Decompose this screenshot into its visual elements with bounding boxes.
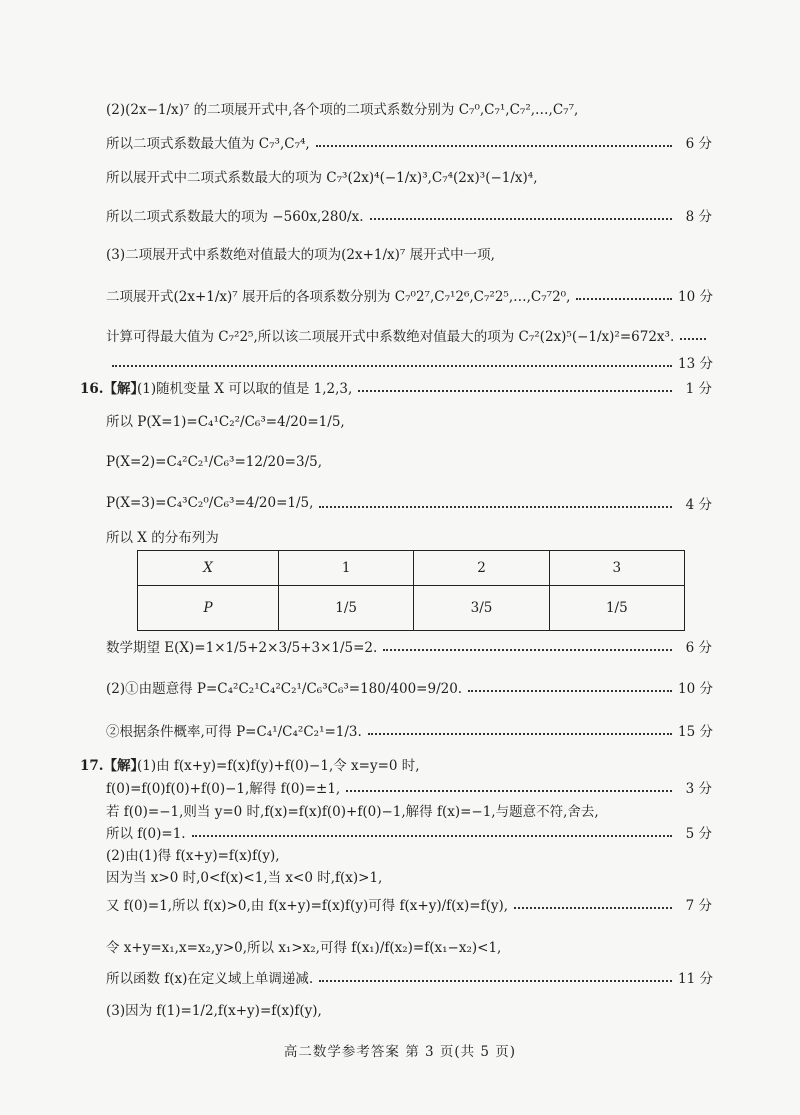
table-cell: 3 xyxy=(549,551,684,586)
score-label: 3 分 xyxy=(685,781,712,797)
solution-line xyxy=(106,842,712,866)
line-text: 又 f(0)=1,所以 f(x)>0,由 f(x+y)=f(x)f(y)可得 f(x+y)/f(x)=f(y), xyxy=(106,898,509,914)
solution-line xyxy=(106,164,712,188)
solution-line xyxy=(106,892,712,916)
solution-line xyxy=(106,864,712,888)
solution-line xyxy=(106,203,712,227)
line-text: 所以函数 f(x)在定义域上单调递减. xyxy=(106,971,314,987)
table-head-p: P xyxy=(138,586,279,631)
dot-leader xyxy=(358,390,672,392)
dot-leader xyxy=(383,649,672,651)
dot-leader xyxy=(514,907,672,909)
line-text: (1)由 f(x+y)=f(x)f(y)+f(0)−1,令 x=y=0 时, xyxy=(137,758,420,774)
page-footer: 高二数学参考答案 第 3 页(共 5 页) xyxy=(283,1044,517,1060)
solution-line xyxy=(106,675,712,699)
solution-line xyxy=(106,408,712,432)
dot-leader xyxy=(468,690,672,692)
table-cell: 3/5 xyxy=(414,586,549,631)
line-text: (3)二项展开式中系数绝对值最大的项为(2x+1/x)⁷ 展开式中一项, xyxy=(106,247,495,263)
dot-leader xyxy=(316,145,672,147)
score-label: 13 分 xyxy=(678,356,713,372)
dot-leader xyxy=(112,365,672,367)
dot-leader xyxy=(370,218,673,220)
dot-leader xyxy=(680,338,706,340)
solution-line xyxy=(106,450,712,474)
line-text: 数学期望 E(X)=1×1/5+2×3/5+3×1/5=2. xyxy=(106,640,378,656)
score-label: 11 分 xyxy=(678,971,713,987)
line-text: 所以二项式系数最大的项为 −560x,280/x. xyxy=(106,209,364,225)
line-text: 若 f(0)=−1,则当 y=0 时,f(x)=f(x)f(0)+f(0)−1,解得 f(x)=−1,与题意不符,舍去, xyxy=(106,804,599,820)
line-text: 所以 X 的分布列为 xyxy=(106,530,219,546)
solution-line xyxy=(106,283,712,307)
solution-line xyxy=(106,323,712,347)
line-text: 计算可得最大值为 C₇²2⁵,所以该二项展开式中系数绝对值最大的项为 C₇²(2x)⁵(−1/x)²=672x³. xyxy=(106,329,675,345)
line-text: (3)因为 f(1)=1/2,f(x+y)=f(x)f(y), xyxy=(106,1003,322,1019)
solution-line xyxy=(106,350,712,374)
score-label: 7 分 xyxy=(685,898,712,914)
line-text: (1)随机变量 X 可以取的值是 1,2,3, xyxy=(137,381,353,397)
line-text: (2)由(1)得 f(x+y)=f(x)f(y), xyxy=(106,848,280,864)
solution-line xyxy=(106,491,712,515)
solution-line xyxy=(106,934,712,958)
line-text: 所以二项式系数最大值为 C₇³,C₇⁴, xyxy=(106,136,310,152)
line-text: 因为当 x>0 时,0<f(x)<1,当 x<0 时,f(x)>1, xyxy=(106,870,383,886)
table-cell: 1/5 xyxy=(549,586,684,631)
solution-line xyxy=(106,634,712,658)
question-16-label: 16.【解】 xyxy=(80,381,144,397)
dot-leader xyxy=(346,790,672,792)
line-text: 所以 P(X=1)=C₄¹C₂²/C₆³=4/20=1/5, xyxy=(106,414,345,430)
line-text: 令 x+y=x₁,x=x₂,y>0,所以 x₁>x₂,可得 f(x₁)/f(x₂)=f(x₁−x₂)<1, xyxy=(106,940,502,956)
score-label: 5 分 xyxy=(685,826,712,842)
line-text: f(0)=f(0)f(0)+f(0)−1,解得 f(0)=±1, xyxy=(106,781,341,797)
line-text: (2)①由题意得 P=C₄²C₂¹C₄²C₂¹/C₆³C₆³=180/400=9/20. xyxy=(106,681,463,697)
solution-line xyxy=(106,965,712,989)
line-text: ②根据条件概率,可得 P=C₄¹/C₄²C₂¹=1/3. xyxy=(106,724,362,740)
score-label: 6 分 xyxy=(685,640,712,656)
solution-line xyxy=(106,130,712,154)
solution-line xyxy=(106,524,712,548)
dot-leader xyxy=(192,835,672,837)
table-row-x xyxy=(138,551,685,586)
score-label: 8 分 xyxy=(685,209,712,225)
table-head-x: X xyxy=(138,551,279,586)
question-17-label: 17.【解】 xyxy=(80,758,144,774)
distribution-table xyxy=(137,550,685,631)
score-label: 1 分 xyxy=(685,381,712,397)
score-label: 10 分 xyxy=(678,681,713,697)
dot-leader xyxy=(319,980,672,982)
score-label: 6 分 xyxy=(685,136,712,152)
solution-line xyxy=(106,775,712,799)
line-text: 所以展开式中二项式系数最大的项为 C₇³(2x)⁴(−1/x)³,C₇⁴(2x)³(−1/x)⁴, xyxy=(106,170,538,186)
score-label: 15 分 xyxy=(678,724,713,740)
table-row-p xyxy=(138,586,685,631)
score-label: 10 分 xyxy=(678,289,713,305)
dot-leader xyxy=(319,506,672,508)
table-cell: 1/5 xyxy=(279,586,414,631)
solution-line xyxy=(106,718,712,742)
line-text: 所以 f(0)=1. xyxy=(106,826,186,842)
solution-line xyxy=(106,241,712,265)
solution-line xyxy=(137,375,712,399)
line-text: P(X=3)=C₄³C₂⁰/C₆³=4/20=1/5, xyxy=(106,495,314,511)
solution-line xyxy=(106,997,712,1021)
solution-line xyxy=(106,96,712,120)
table-cell: 2 xyxy=(414,551,549,586)
line-text: 二项展开式(2x+1/x)⁷ 展开后的各项系数分别为 C₇⁰2⁷,C₇¹2⁶,C₇²2⁵,…,C₇⁷2⁰, xyxy=(106,289,571,305)
solution-line xyxy=(106,798,712,822)
table-cell: 1 xyxy=(279,551,414,586)
line-text: (2)(2x−1/x)⁷ 的二项展开式中,各个项的二项式系数分别为 C₇⁰,C₇¹,C₇²,…,C₇⁷, xyxy=(106,102,579,118)
solution-line xyxy=(137,752,712,776)
solution-line xyxy=(106,820,712,844)
dot-leader xyxy=(576,298,672,300)
line-text: P(X=2)=C₄²C₂¹/C₆³=12/20=3/5, xyxy=(106,454,322,470)
dot-leader xyxy=(368,733,672,735)
score-label: 4 分 xyxy=(685,497,712,513)
